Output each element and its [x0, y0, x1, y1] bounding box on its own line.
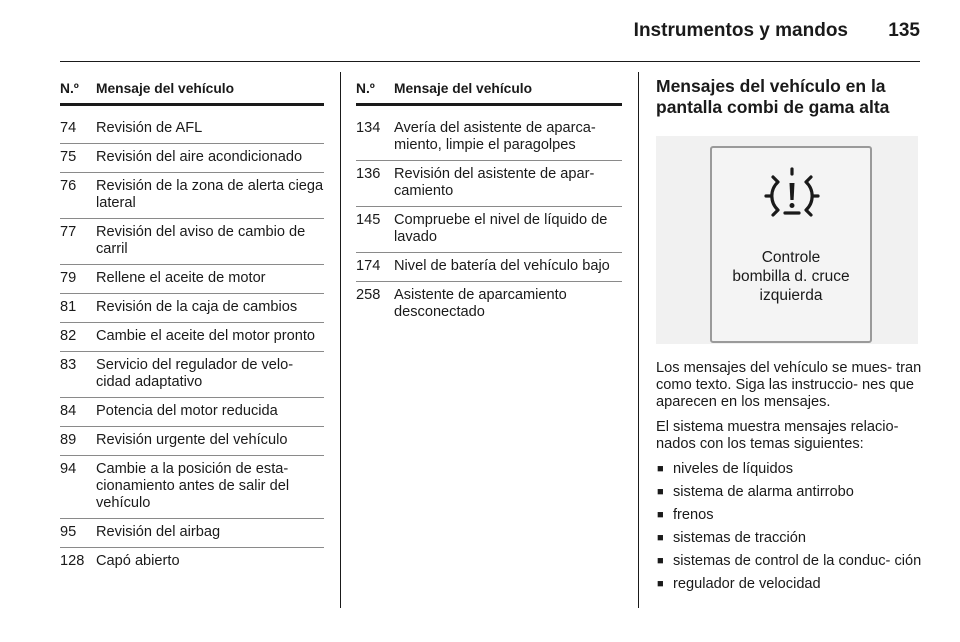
table-row: [60, 548, 324, 576]
message-number: 94: [60, 461, 77, 477]
message-text: Avería del asistente de aparca- miento, limpie el paragolpes: [394, 120, 596, 153]
display-line-1: Controle: [761, 249, 821, 266]
message-number: 89: [60, 432, 77, 448]
message-number: 95: [60, 524, 77, 540]
body-paragraph: Los mensajes del vehículo se mues- tran como texto. Siga las instruccio- nes que aparecen en los mensajes.: [656, 360, 922, 410]
message-text: Cambie el aceite del motor pronto: [96, 328, 316, 344]
message-text: Servicio del regulador de velo- cidad adaptativo: [96, 357, 294, 390]
message-number: 81: [60, 299, 77, 315]
display-line-2: bombilla d. cruce: [732, 268, 850, 285]
message-number: 82: [60, 328, 77, 344]
table-row: [60, 456, 324, 519]
chapter-title: Instrumentos y mandos: [633, 20, 848, 41]
table-header: [60, 80, 324, 106]
table-row: [60, 219, 324, 265]
topic-list: [656, 461, 924, 593]
section-title: Mensajes del vehículo en la pantalla combi de gama alta: [656, 76, 890, 117]
message-text: Potencia del motor reducida: [96, 403, 278, 419]
message-text: Asistente de aparcamiento desconectado: [394, 287, 567, 320]
message-table-left: [60, 80, 324, 576]
message-table-middle: [356, 80, 622, 327]
list-item: ■ sistema de alarma antirrobo: [656, 484, 924, 501]
table-row: [356, 161, 622, 207]
column-header-number: N.º: [60, 81, 79, 96]
right-column: [656, 76, 924, 599]
column-header-number: N.º: [356, 81, 375, 96]
display-line-3: izquierda: [759, 287, 823, 304]
message-number: 134: [356, 120, 381, 136]
message-number: 174: [356, 258, 381, 274]
page-header: [60, 20, 920, 48]
table-row: [60, 144, 324, 173]
message-text: Rellene el aceite de motor: [96, 270, 266, 286]
table-row: [60, 323, 324, 352]
message-text: Revisión de la zona de alerta ciega lateral: [96, 178, 324, 211]
list-item: ■ sistemas de control de la conduc- ción: [656, 553, 924, 570]
list-item: ■ niveles de líquidos: [656, 461, 924, 478]
lamp-warning-icon: [762, 166, 822, 226]
table-row: [60, 352, 324, 398]
message-text: Revisión de la caja de cambios: [96, 299, 298, 315]
body-paragraph: El sistema muestra mensajes relacio- nados con los temas siguientes:: [656, 419, 899, 452]
message-text: Compruebe el nivel de líquido de lavado: [394, 212, 608, 245]
message-number: 145: [356, 212, 381, 228]
message-number: 77: [60, 224, 77, 240]
column-header-message: Mensaje del vehículo: [96, 81, 235, 96]
message-number: 84: [60, 403, 77, 419]
table-row: [60, 398, 324, 427]
table-body: [356, 115, 622, 327]
message-text: Revisión del airbag: [96, 524, 221, 540]
column-header-message: Mensaje del vehículo: [394, 81, 533, 96]
table-row: [60, 115, 324, 144]
message-text: Revisión de AFL: [96, 120, 203, 136]
display-figure: [656, 136, 918, 344]
message-text: Nivel de batería del vehículo bajo: [394, 258, 610, 274]
message-text: Revisión del aviso de cambio de carril: [96, 224, 306, 257]
table-row: [356, 115, 622, 161]
message-text: Capó abierto: [96, 553, 180, 569]
message-number: 83: [60, 357, 77, 373]
table-row: [356, 282, 622, 327]
table-row: [356, 253, 622, 282]
list-item: ■ frenos: [656, 507, 924, 524]
header-rule: [60, 61, 920, 62]
table-body: [60, 115, 324, 576]
message-number: 76: [60, 178, 77, 194]
instrument-display: [710, 146, 872, 343]
message-number: 79: [60, 270, 77, 286]
message-number: 128: [60, 553, 85, 569]
display-message: [712, 248, 870, 305]
table-row: [60, 519, 324, 548]
page-number: 135: [888, 20, 920, 41]
message-text: Revisión urgente del vehículo: [96, 432, 288, 448]
table-row: [60, 265, 324, 294]
column-divider-right: [638, 72, 639, 608]
table-header: [356, 80, 622, 106]
message-text: Revisión del aire acondicionado: [96, 149, 303, 165]
table-row: [356, 207, 622, 253]
message-number: 74: [60, 120, 77, 136]
list-item: ■ sistemas de tracción: [656, 530, 924, 547]
table-row: [60, 294, 324, 323]
message-number: 258: [356, 287, 381, 303]
message-number: 75: [60, 149, 77, 165]
list-item: ■ regulador de velocidad: [656, 576, 924, 593]
message-number: 136: [356, 166, 381, 182]
table-row: [60, 427, 324, 456]
column-divider-left: [340, 72, 341, 608]
message-text: Revisión del asistente de apar- camiento: [394, 166, 595, 199]
message-text: Cambie a la posición de esta- cionamiento antes de salir del vehículo: [96, 461, 290, 511]
table-row: [60, 173, 324, 219]
